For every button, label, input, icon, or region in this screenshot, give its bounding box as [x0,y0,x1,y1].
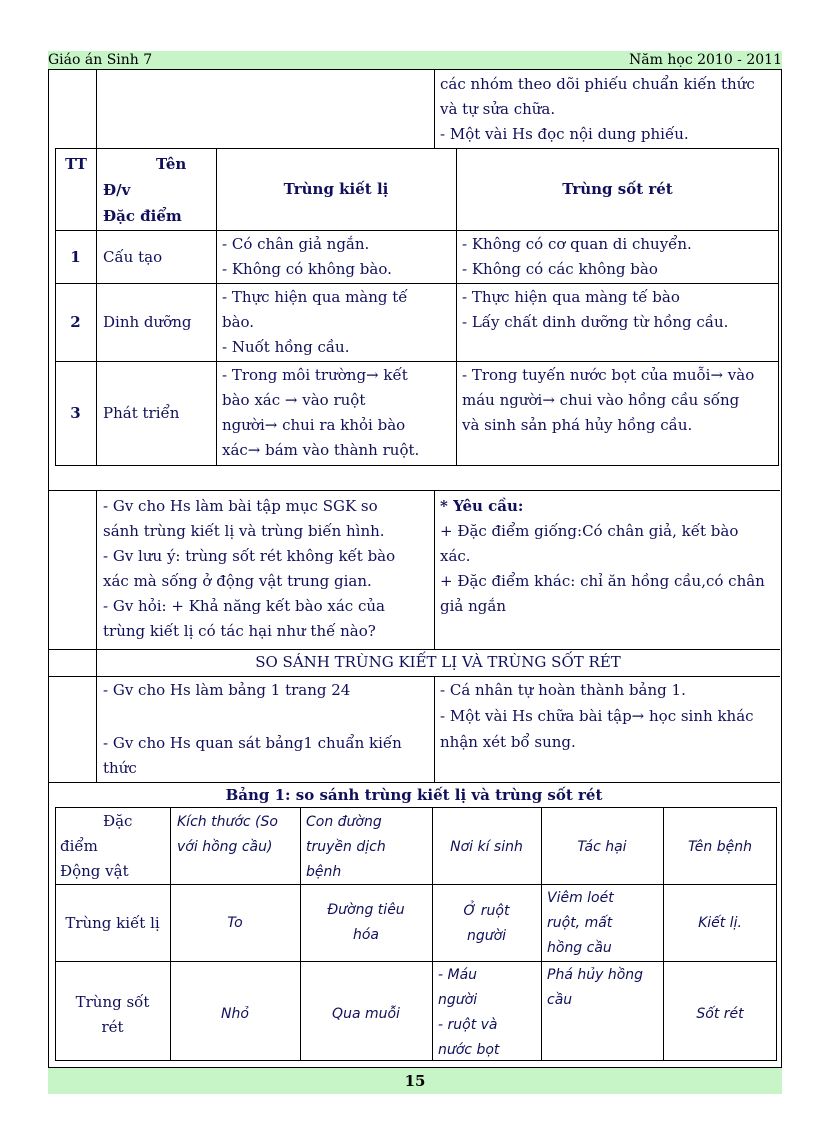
page-header [48,51,782,70]
table2-cell: Qua muỗi [332,1006,400,1022]
table2-head-c1: với hồng cầu) [177,839,273,855]
cell-text: - Trong môi trường→ kết [222,366,408,384]
page-footer [48,1068,782,1094]
header-dv: Đ/v [103,181,131,199]
table2-head-c0: Đặc [103,812,133,830]
activity2-right-line: - Cá nhân tự hoàn thành bảng 1. [440,681,686,699]
table2-cell: nước bọt [438,1042,500,1058]
cell-text: bào. [222,313,255,331]
table2-cell: Sốt rét [696,1006,744,1022]
table2-head-c3: Nơi kí sinh [450,839,523,855]
header-dacdiem: Đặc điểm [103,207,182,225]
table2-row-name: Trùng kiết lị [65,914,160,932]
header-trung-sot-ret: Trùng sốt rét [562,180,673,198]
activity2-left-line: - Gv cho Hs quan sát bảng1 chuẩn kiến [103,734,402,752]
row-number: 2 [70,313,81,331]
cell-text: bào xác → vào ruột [222,391,366,409]
header-subject: Giáo án Sinh 7 [48,52,153,68]
table2-head-c0: Động vật [60,862,129,880]
table2-head-c5: Tên bệnh [687,839,752,855]
table2-cell: Ở ruột [463,903,510,919]
activity-left-line: xác mà sống ở động vật trung gian. [103,572,372,590]
cell-text: - Trong tuyến nước bọt của muỗi→ vào [462,366,755,384]
table2-cell: người [438,992,478,1008]
table2-cell: To [227,915,243,931]
table2-row-name: rét [101,1018,124,1036]
table2-cell: cầu [547,992,573,1008]
table2-cell: hóa [352,927,380,943]
cell-text: máu người→ chui vào hồng cầu sống [462,391,740,409]
table2-row-name: Trùng sốt [75,993,150,1011]
requirement-line: giả ngắn [440,597,506,615]
requirement-title: * Yêu cầu: [440,497,524,515]
cell-text: - Không có các không bào [462,260,658,278]
activity-left-line: sánh trùng kiết lị và trùng biến hình. [103,522,385,540]
top-line: các nhóm theo dõi phiếu chuẩn kiến thức [440,75,755,93]
header-ten: Tên [156,155,187,173]
table2-cell: - ruột và [438,1017,498,1033]
table2-cell: người [466,928,507,944]
table2-head-c2: bệnh [306,864,342,880]
header-tt: TT [65,155,87,173]
cell-text: - Thực hiện qua màng tế bào [462,288,680,306]
cell-text: - Không có cơ quan di chuyển. [462,235,692,253]
cell-text: - Không có không bào. [222,260,392,278]
activity-left-line: - Gv lưu ý: trùng sốt rét không kết bào [103,547,396,565]
table2-cell: ruột, mất [547,915,613,931]
table2-cell: Viêm loét [547,890,614,906]
row-name: Dinh dưỡng [103,313,192,331]
activity2-left-line: - Gv cho Hs làm bảng 1 trang 24 [103,681,351,699]
table2-cell: Kiết lị. [698,915,742,931]
header-school-year: Năm học 2010 - 2011 [629,52,782,68]
cell-text: - Có chân giả ngắn. [222,235,370,253]
activity-left-line: - Gv hỏi: + Khả năng kết bào xác của [103,597,385,615]
activity-left-line: - Gv cho Hs làm bài tập mục SGK so [103,497,378,515]
table2-head-c2: Con đường [306,814,382,830]
activity2-right-line: nhận xét bổ sung. [440,733,576,751]
cell-text: và sinh sản phá hủy hồng cầu. [462,416,693,434]
requirement-line: xác. [440,547,471,565]
activity2-right-line: - Một vài Hs chữa bài tập→ học sinh khác [440,707,754,725]
requirement-line: + Đặc điểm khác: chỉ ăn hồng cầu,có chân [440,572,765,590]
row-number: 3 [70,404,81,422]
activity-left-line: trùng kiết lị có tác hại như thế nào? [103,622,376,640]
activity2-left-line: thức [103,759,137,777]
cell-text: người→ chui ra khỏi bào [222,416,406,434]
table2-cell: - Máu [438,967,478,983]
top-line: và tự sửa chữa. [440,100,556,118]
section-title: SO SÁNH TRÙNG KIẾT LỊ VÀ TRÙNG SỐT RÉT [255,653,621,671]
cell-text: - Thực hiện qua màng tế [222,288,408,306]
row-number: 1 [70,248,81,266]
table2-head-c1: Kích thước (So [177,814,278,830]
table2-head-c2: truyền dịch [306,839,386,855]
table2-cell: Đường tiêu [327,902,405,918]
table2-head-c0: điểm [60,837,98,855]
row-name: Cấu tạo [103,248,163,266]
header-trung-kiet-li: Trùng kiết lị [283,180,389,198]
table2-cell: Nhỏ [221,1006,249,1022]
table2-caption: Bảng 1: so sánh trùng kiết lị và trùng sốt rét [225,786,603,804]
table2-head-c4: Tác hại [577,839,627,855]
requirement-line: + Đặc điểm giống:Có chân giả, kết bào [440,522,739,540]
cell-text: - Nuốt hồng cầu. [222,338,350,356]
top-line: - Một vài Hs đọc nội dung phiếu. [440,125,689,143]
row-name: Phát triển [103,404,180,422]
table2-cell: Phá hủy hồng [547,967,644,983]
table2-cell: hồng cầu [547,940,612,956]
cell-text: xác→ bám vào thành ruột. [222,441,420,459]
page-number: 15 [404,1072,426,1090]
cell-text: - Lấy chất dinh dưỡng từ hồng cầu. [462,313,729,331]
